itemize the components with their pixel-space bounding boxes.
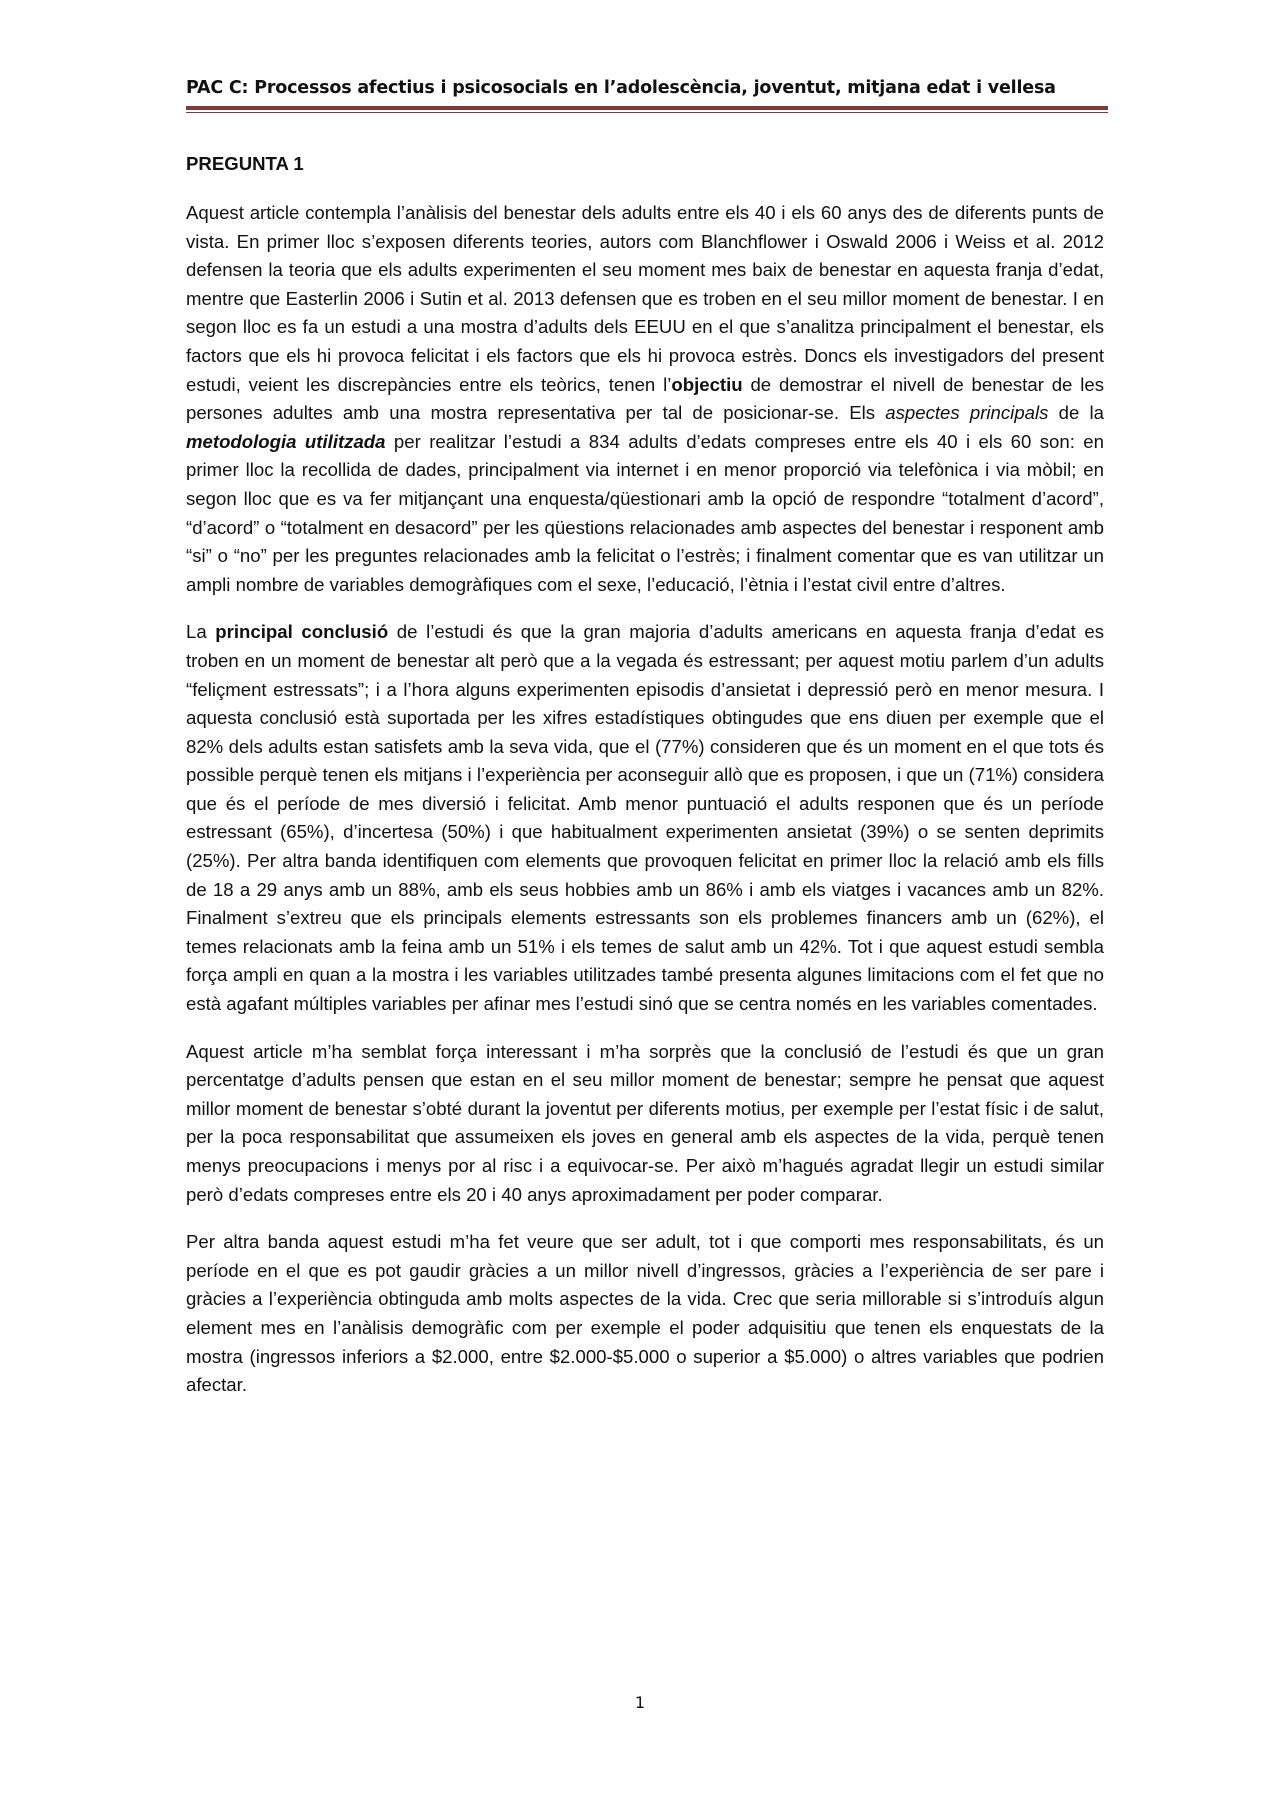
- p1-bolditalic-metodologia: metodologia utilitzada: [186, 430, 386, 452]
- document-body: [186, 150, 1104, 1419]
- paragraph-4: Per altra banda aquest estudi m’ha fet veure que ser adult, tot i que comporti mes responsabilitats, és un període en el que es pot gaudir gràcies a un millor nivell d’ingressos, gràcies a l’experiència de ser pare i gràcies a l’experiència obtinguda amb molts aspectes de la vida. Crec que seria millorable si s’introduís algun element mes en l’anàlisis demogràfic com per exemple el poder adquisitiu que tenen els enquestats de la mostra (ingressos inferiors a $2.000, entre $2.000-$5.000 o superior a $5.000) o altres variables que podrien afectar.: [186, 1231, 1104, 1396]
- p1-text-4: per realitzar l’estudi a 834 adults d’edats compreses entre els 40 i els 60 son: en primer lloc la recollida de dades, principalment via internet i en menor proporció via telefònica i via mòbil; en segon lloc que es va fer mitjançant una enquesta/qüestionari amb la opció de respondre “totalment d’acord”, “d’acord” o “totalment en desacord” per les qüestions relacionades amb aspectes del benestar i responent amb “si” o “no” per les preguntes relacionades amb la felicitat o l’estrès; i finalment comentar que es van utilitzar un ampli nombre de variables demogràfiques com el sexe, l’educació, l’ètnia i l’estat civil entre d’altres.: [186, 430, 1104, 595]
- p2-text-1: La: [186, 621, 216, 643]
- p1-text-1: Aquest article contempla l’anàlisis del benestar dels adults entre els 40 i els 60 anys des de diferents punts de vista. En primer lloc s’exposen diferents teories, autors com Blanchflower i Oswald 2006 i Weiss et al. 2012 defensen la teoria que els adults experimenten el seu moment mes baix de benestar en aquesta franja d’edat, mentre que Easterlin 2006 i Sutin et al. 2013 defensen que es troben en el seu millor moment de benestar. I en segon lloc es fa un estudi a una mostra d’adults dels EEUU en el que s’analitza principalment el benestar, els factors que els hi provoca felicitat i els factors que els hi provoca estrès. Doncs els investigadors del present estudi, veient les discrepàncies entre els teòrics, tenen l’: [186, 202, 1104, 395]
- p1-italic-aspectes: aspectes principals: [885, 402, 1049, 424]
- p2-text-2: de l’estudi és que la gran majoria d’adults americans en aquesta franja d’edat es troben en un moment de benestar alt però que a la vegada és estressant; per aquest motiu parlem d’un adults “feliçment estressats”; i a l’hora alguns experimenten episodis d’ansietat i depressió però en menor mesura. I aquesta conclusió està suportada per les xifres estadístiques obtingudes que ens diuen per exemple que el 82% dels adults estan satisfets amb la seva vida, que el (77%) consideren que és un moment en el que tots és possible perquè tenen els mitjans i l’experiència per aconseguir allò que es proposen, i que un (71%) considera que és el període de mes diversió i felicitat. Amb menor puntuació el adults responen que és un període estressant (65%), d’incertesa (50%) i que habitualment experimenten ansietat (39%) o se senten deprimits (25%). Per altra banda identifiquen com elements que provoquen felicitat en primer lloc la relació amb els fills de 18 a 29 anys amb un 88%, amb els seus hobbies amb un 86% i amb els viatges i vacances amb un 82%. Finalment s’extreu que els principals elements estressants son els problemes financers amb un (62%), el temes relacionats amb la feina amb un 51% i els temes de salut amb un 42%. Tot i que aquest estudi sembla força ampli en quan a la mostra i les variables utilitzades també presenta algunes limitacions com el fet que no està agafant múltiples variables per afinar mes l’estudi sinó que se centra només en les variables comentades.: [186, 621, 1104, 1015]
- header-rule-thick: [186, 106, 1108, 110]
- question-heading: PREGUNTA 1: [186, 153, 304, 174]
- page-number: 1: [634, 1693, 646, 1712]
- p1-text-3: de la: [1048, 402, 1104, 424]
- paragraph-2: [186, 618, 1104, 1018]
- p1-text-2: de demostrar el nivell de benestar de les persones adultes amb una mostra representativa per tal de posicionar-se. Els: [186, 373, 1104, 424]
- page-header-title: PAC C: Processos afectius i psicosocials en l’adolescència, joventut, mitjana edat i vellesa: [186, 78, 1056, 98]
- paragraph-1: [186, 199, 1104, 599]
- p1-bold-objectiu: objectiu: [671, 373, 743, 395]
- header-rule-thin: [186, 112, 1108, 113]
- paragraph-3: Aquest article m’ha semblat força interessant i m’ha sorprès que la conclusió de l’estudi és que un gran percentatge d’adults pensen que estan en el seu millor moment de benestar; sempre he pensat que aquest millor moment de benestar s’obté durant la joventut per diferents motius, per exemple per l’estat físic i de salut, per la poca responsabilitat que assumeixen els joves en general amb els aspectes de la vida, perquè tenen menys preocupacions i menys por al risc i a equivocar-se. Per això m’hagués agradat llegir un estudi similar però d’edats compreses entre els 20 i 40 anys aproximadament per poder comparar.: [186, 1040, 1104, 1205]
- p2-bold-conclusio: principal conclusió: [215, 621, 389, 643]
